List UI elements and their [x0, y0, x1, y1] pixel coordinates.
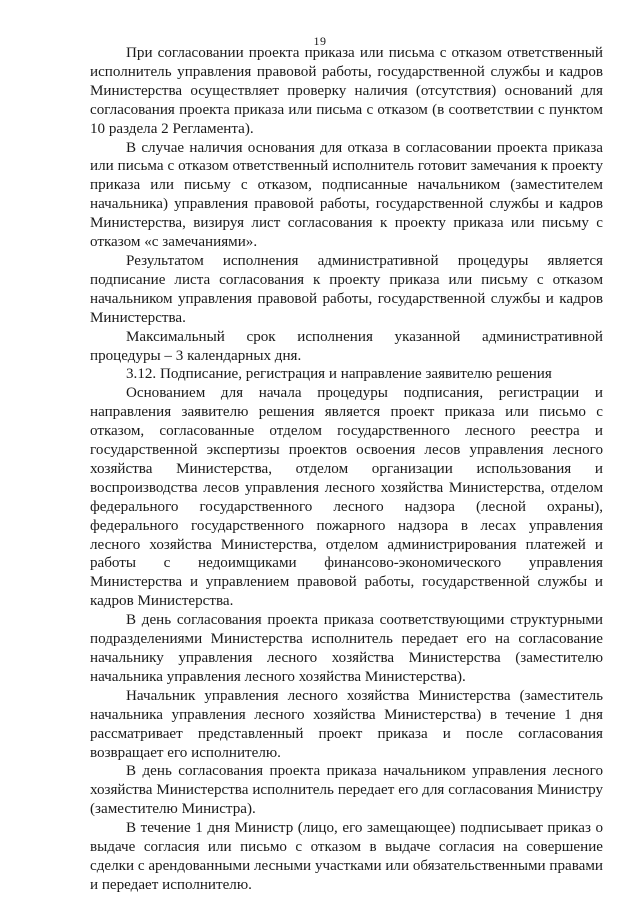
section-heading-3-12: 3.12. Подписание, регистрация и направление заявителю решения [126, 366, 552, 383]
paragraph-signing-basis: Основанием для начала процедуры подписания, регистрации и направления заявителю решения является проект приказа или письмо с отказом, согласованные отделом государственного лесного реестра и государственной экспертизы проектов освоения лесов управления лесного хозяйства Министерства, отделом организации использования и воспроизводства лесов управления лесного хозяйства Министерства, отделом федерального государственного лесного надзора (лесной охраны), федерального государственного пожарного надзора в лесах управления лесного хозяйства Министерства, отделом администрирования платежей и работы с недоимщиками финансово-экономического управления Министерства и управлением правовой работы, государственной службы и кадров Министерства. [90, 385, 603, 610]
paragraph-procedure-result: Результатом исполнения административной процедуры является подписание листа согласования к проекту приказа или письму с отказом начальником управления правовой работы, государственной службы и кадров Министерства. [90, 252, 603, 326]
page-number: 19 [313, 34, 327, 48]
paragraph-minister-signing: В течение 1 дня Министр (лицо, его замещающее) подписывает приказ о выдаче согласия или письмо с отказом в выдаче согласия на совершение сделки с арендованными лесными участками или обязательственными правами и передает исполнителю. [90, 820, 603, 893]
paragraph-max-duration: Максимальный срок исполнения указанной административной процедуры – 3 календарных дня. [90, 328, 603, 364]
paragraph-approval-check: При согласовании проекта приказа или письма с отказом ответственный исполнитель управления правовой работы, государственной службы и кадров Министерства осуществляет проверку наличия (отсутствия) оснований для согласования проекта приказа или письма с отказом (в соответствии с пунктом 10 раздела 2 Регламента). [90, 45, 603, 137]
document-body [90, 44, 603, 895]
paragraph-forest-head-review: Начальник управления лесного хозяйства Министерства (заместитель начальника управления лесного хозяйства Министерства) в течение 1 дня рассматривает представленный проект приказа и после согласования возвращает его исполнителю. [90, 687, 603, 761]
paragraph-forest-head-approval: В день согласования проекта приказа соответствующими структурными подразделениями Министерства исполнитель передает его на согласование начальнику управления лесного хозяйства Министерства (заместителю начальника управления лесного хозяйства Министерства). [90, 612, 603, 685]
paragraph-minister-approval: В день согласования проекта приказа начальником управления лесного хозяйства Министерства исполнитель передает его для согласования Министру (заместителю Министра). [90, 763, 603, 818]
paragraph-refusal-remarks: В случае наличия основания для отказа в согласовании проекта приказа или письма с отказом ответственный исполнитель готовит замечания к проекту приказа или письму с отказом, подписанные начальником (заместителем начальника) управления правовой работы, государственной службы и кадров Министерства, визируя лист согласования к проекту приказа или письму с отказом «с замечаниями». [90, 139, 603, 251]
